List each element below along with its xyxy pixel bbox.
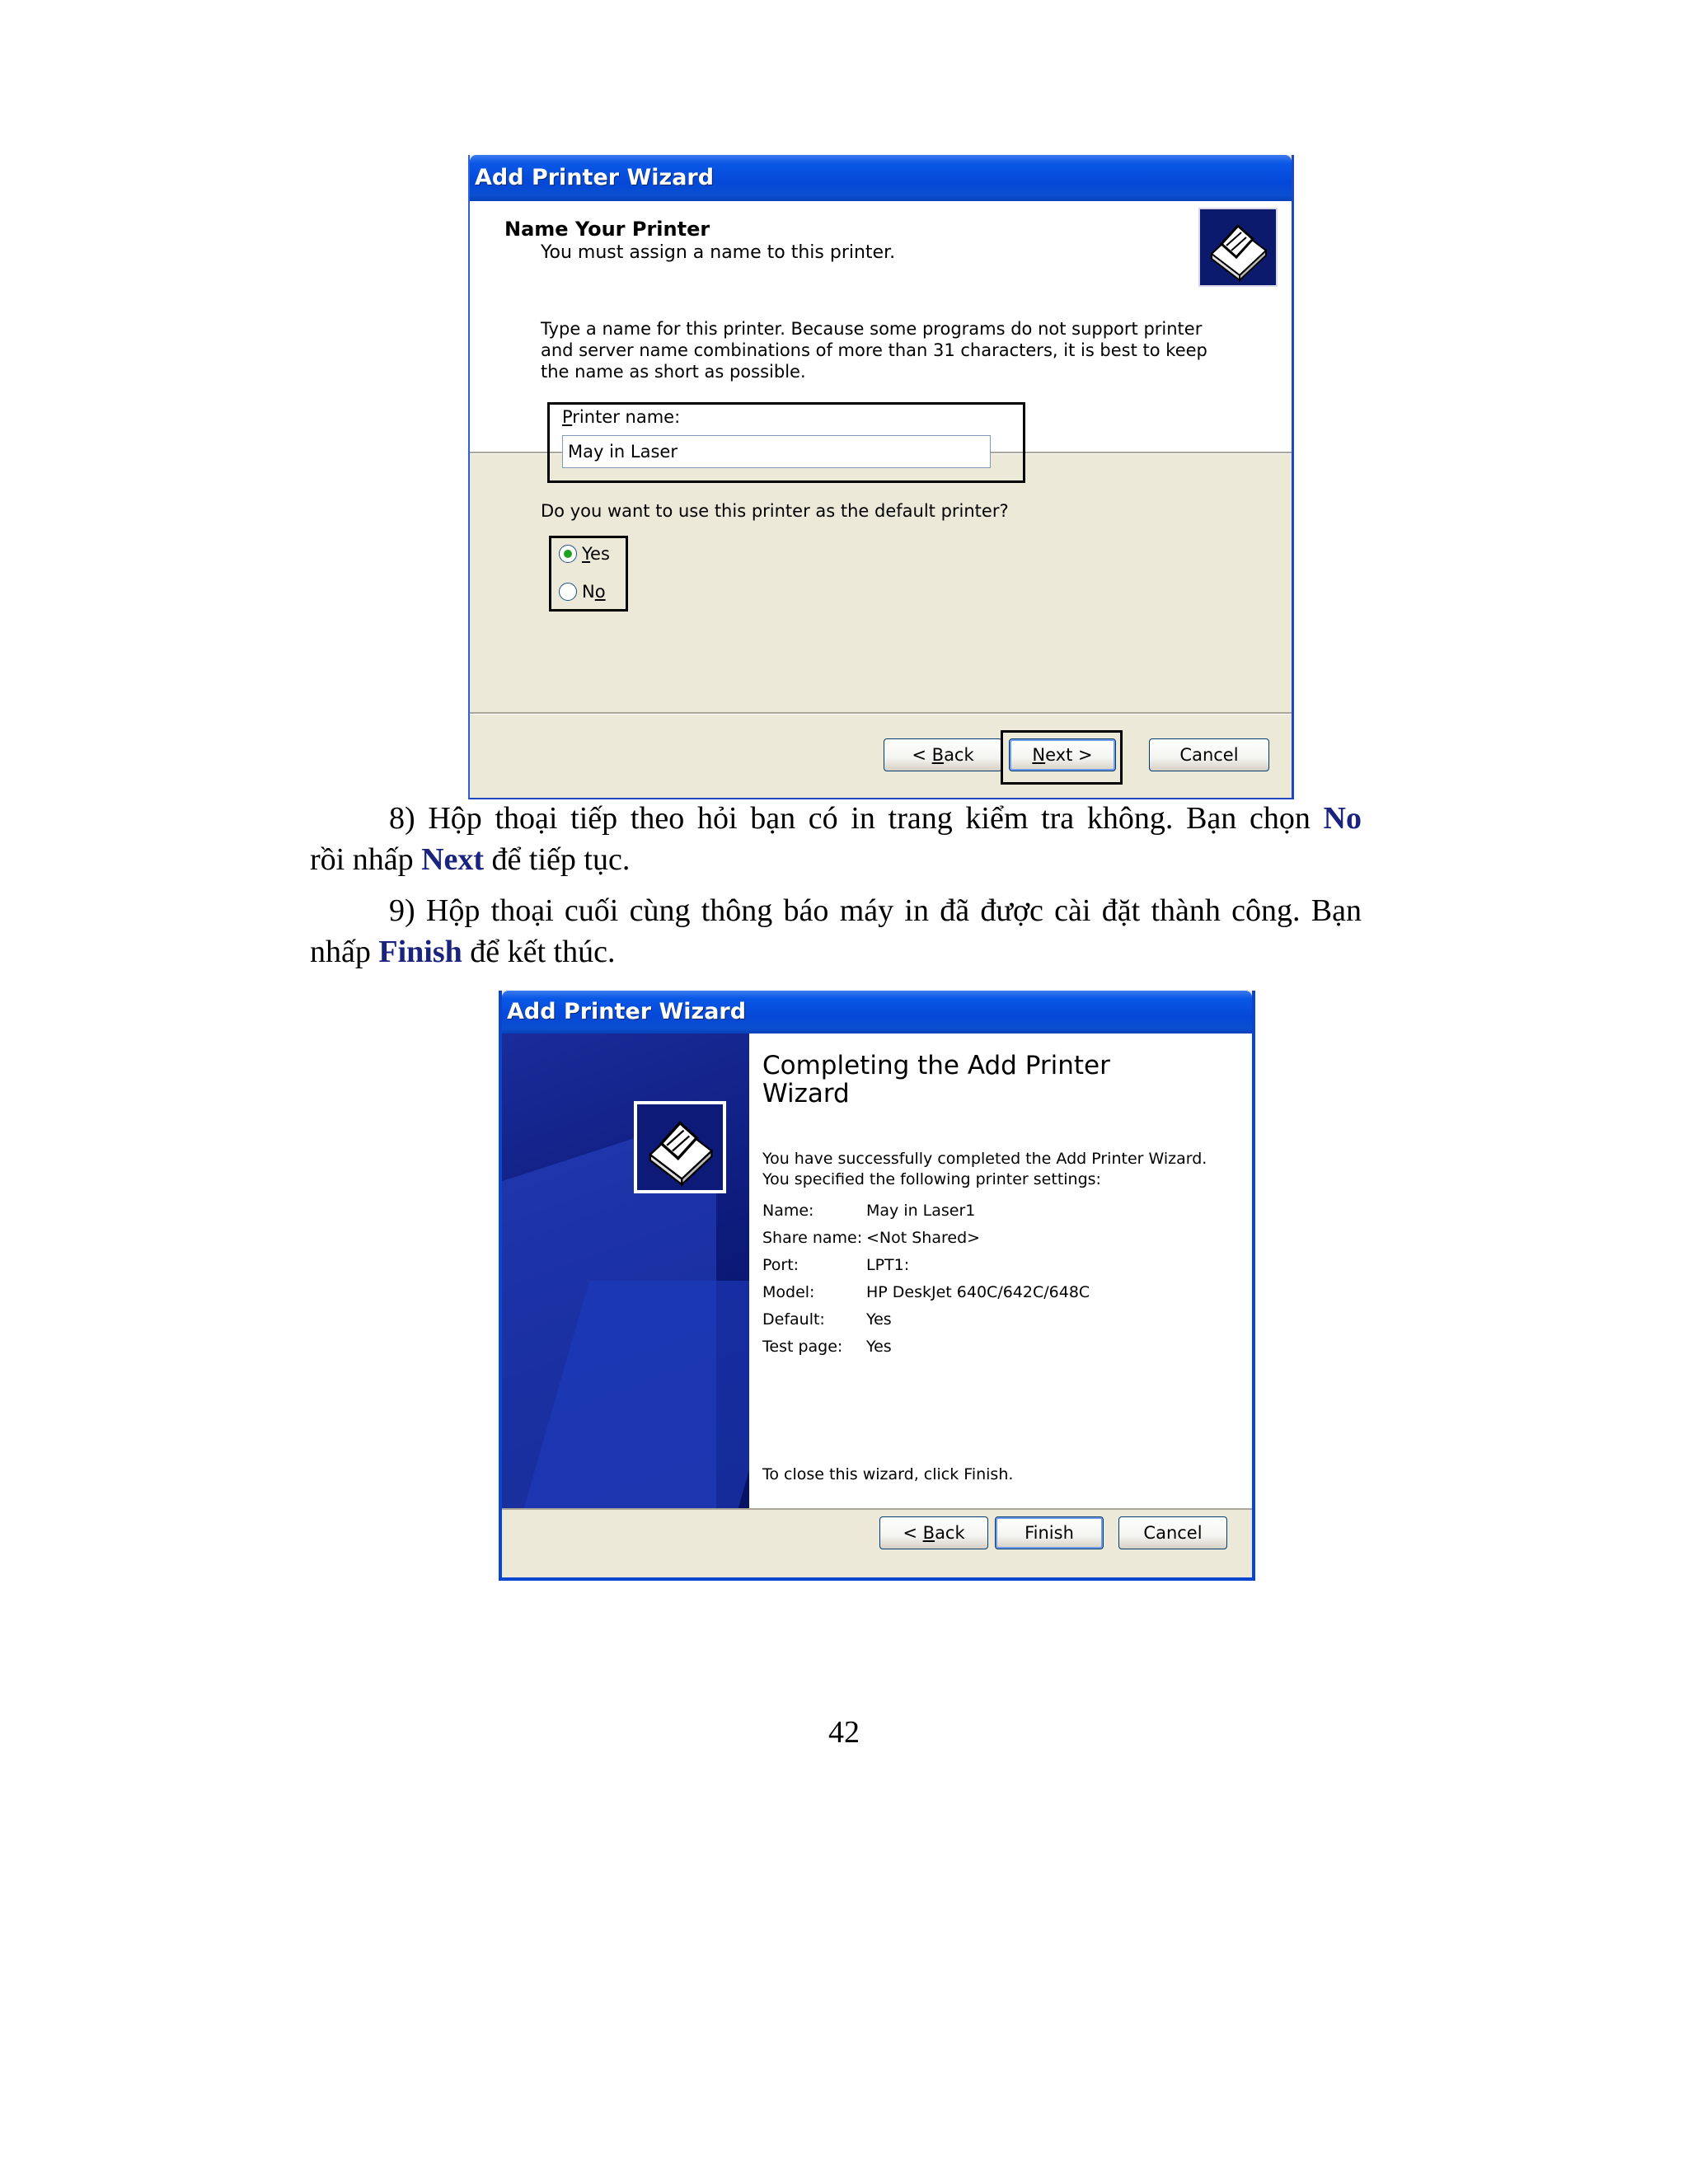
printer-icon	[1198, 208, 1278, 287]
step-9-paragraph-line2: nhấp Finish để kết thúc.	[310, 935, 616, 969]
add-printer-wizard-complete-dialog	[499, 991, 1255, 1581]
setting-row: Share name: <Not Shared>	[762, 1229, 981, 1247]
setting-row: Test page: Yes	[762, 1338, 892, 1356]
dialog-title-bar[interactable]: Add Printer Wizard	[502, 991, 1252, 1033]
dialog-title-bar[interactable]: Add Printer Wizard	[470, 155, 1292, 201]
next-button-highlight	[1001, 730, 1123, 785]
step-9-paragraph: 9) Hộp thoại cuối cùng thông báo máy in đã được cài đặt thành công. Bạn	[389, 893, 1362, 928]
footer-divider	[502, 1508, 1252, 1510]
back-button[interactable]: < Back	[879, 1516, 988, 1549]
setting-row: Name: May in Laser1	[762, 1202, 976, 1220]
cancel-button[interactable]: Cancel	[1118, 1516, 1227, 1549]
completion-intro: You have successfully completed the Add Printer Wizard. You specified the following printer settings:	[762, 1150, 1207, 1188]
step-8-paragraph-line2: rồi nhấp Next để tiếp tục.	[310, 842, 631, 877]
back-button[interactable]: < Back	[884, 738, 1002, 771]
printer-settings-list	[762, 1202, 1090, 1365]
printer-icon	[634, 1101, 726, 1193]
setting-row: Model: HP DeskJet 640C/642C/648C	[762, 1283, 1090, 1301]
footer-divider	[470, 712, 1292, 715]
radio-yes[interactable]	[559, 544, 610, 564]
radio-yes-label: Yes	[582, 544, 610, 564]
setting-row: Default: Yes	[762, 1310, 892, 1329]
step-8-paragraph: 8) Hộp thoại tiếp theo hỏi bạn có in trang kiểm tra không. Bạn chọn No	[389, 801, 1362, 836]
printer-name-input[interactable]: May in Laser	[562, 435, 991, 468]
default-printer-question: Do you want to use this printer as the default printer?	[541, 501, 1009, 521]
radio-selected-icon[interactable]	[559, 545, 577, 563]
next-button[interactable]: Next >	[1009, 738, 1116, 771]
completion-heading: Completing the Add Printer Wizard	[762, 1051, 1110, 1108]
header-title: Name Your Printer	[504, 218, 710, 241]
radio-no[interactable]	[559, 582, 606, 602]
page-number: 42	[828, 1715, 860, 1750]
radio-no-label: No	[582, 582, 606, 602]
cancel-button[interactable]: Cancel	[1149, 738, 1269, 771]
wizard-content	[749, 1033, 1252, 1508]
setting-row: Port: LPT1:	[762, 1256, 910, 1274]
finish-button[interactable]: Finish	[995, 1516, 1104, 1549]
add-printer-wizard-name-dialog	[468, 155, 1294, 799]
wizard-side-banner	[502, 1033, 749, 1508]
printer-name-label: Printer name:	[562, 407, 681, 427]
radio-unselected-icon[interactable]	[559, 583, 577, 601]
close-instruction: To close this wizard, click Finish.	[762, 1465, 1014, 1483]
header-subtitle: You must assign a name to this printer.	[541, 242, 896, 263]
instruction-text: Type a name for this printer. Because some programs do not support printer and server name combinations of more than 31 characters, it is best to keep the name as short as possible.	[541, 319, 1207, 382]
